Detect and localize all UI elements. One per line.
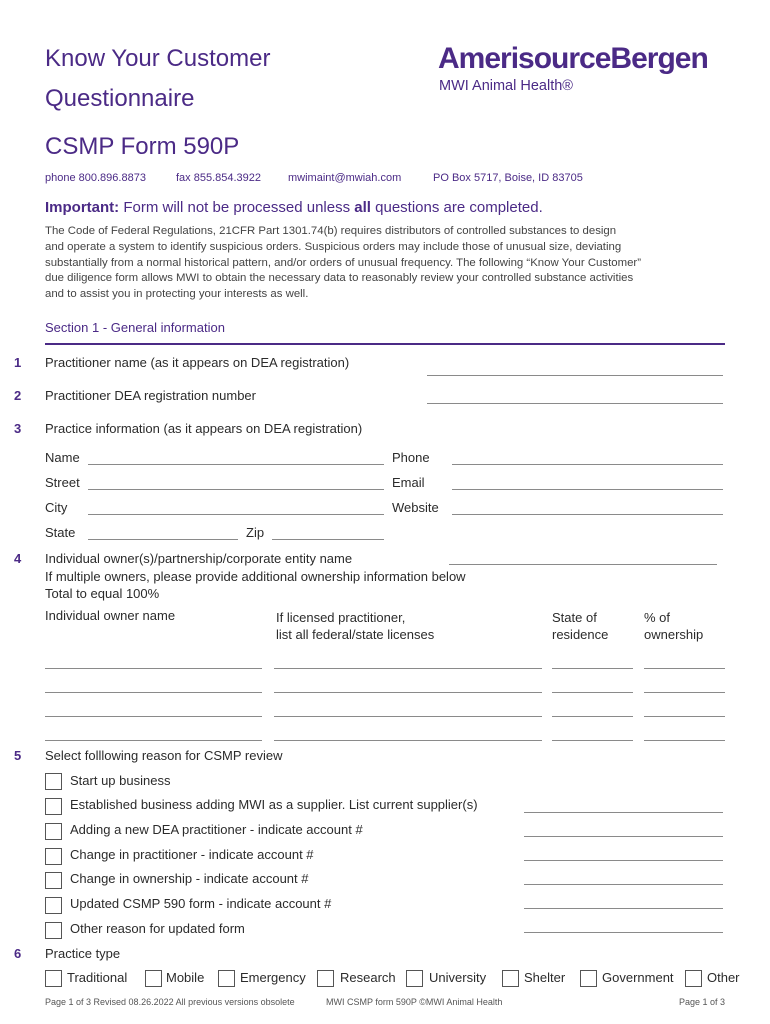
col-licenses-1: If licensed practitioner, [276,610,406,625]
owner-name-field[interactable] [45,668,262,669]
important-text-b: questions are completed. [370,199,543,216]
question-1-number: 1 [14,355,22,370]
owner-percent-field[interactable] [644,692,725,693]
mobile-checkbox[interactable] [145,970,162,987]
owner-state-field[interactable] [552,692,633,693]
updated-form-checkbox[interactable] [45,897,62,914]
established-checkbox[interactable] [45,798,62,815]
established-option-label: Established business adding MWI as a supplier. List current supplier(s) [70,797,478,812]
owner-licenses-field[interactable] [274,740,542,741]
intro-line: and operate a system to identify suspicious orders. Suspicious orders may include those of unusual size, deviating [45,240,622,253]
company-logo: AmerisourceBergen [438,42,708,75]
owner-entity-field[interactable] [449,564,717,565]
intro-line: substantially from a normal historical pattern, and/or orders of unusual frequency. The following “Know Your Customer” [45,256,641,269]
col-state-2: residence [552,627,609,642]
dea-number-field[interactable] [427,403,723,404]
form-name: CSMP Form 590P [45,133,240,160]
emergency-checkbox[interactable] [218,970,235,987]
intro-line: The Code of Federal Regulations, 21CFR Part 1301.74(b) requires distributors of controlled substances to design [45,225,617,237]
owner-state-field[interactable] [552,716,633,717]
question-2-number: 2 [14,388,22,403]
owner-name-field[interactable] [45,692,262,693]
title-line-1: Know Your Customer [45,45,271,72]
email-field[interactable] [452,489,723,490]
university-label: University [429,970,487,985]
owner-note-1: If multiple owners, please provide additional ownership information below [45,569,466,584]
change-practitioner-option-label: Change in practitioner - indicate account # [70,847,314,862]
owner-percent-field[interactable] [644,740,725,741]
university-checkbox[interactable] [406,970,423,987]
zip-label: Zip [246,525,265,540]
owner-note-2: Total to equal 100% [45,586,160,601]
traditional-label: Traditional [67,970,128,985]
shelter-label: Shelter [524,970,566,985]
traditional-checkbox[interactable] [45,970,62,987]
contact-email[interactable]: mwimaint@mwiah.com [288,172,402,184]
city-field[interactable] [88,514,384,515]
question-3-number: 3 [14,421,22,436]
question-6-number: 6 [14,946,22,961]
current-suppliers-field[interactable] [524,812,723,813]
research-checkbox[interactable] [317,970,334,987]
question-4-number: 4 [14,551,22,566]
startup-option-label: Start up business [70,773,171,788]
new-dea-option-label: Adding a new DEA practitioner - indicate account # [70,822,363,837]
change-practitioner-account-field[interactable] [524,860,723,861]
owner-percent-field[interactable] [644,668,725,669]
owner-licenses-field[interactable] [274,668,542,669]
owner-state-field[interactable] [552,668,633,669]
title-line-2: Questionnaire [45,85,195,112]
section-divider [45,343,725,345]
owner-name-field[interactable] [45,740,262,741]
other-type-checkbox[interactable] [685,970,702,987]
owner-entity-label: Individual owner(s)/partnership/corporate entity name [45,551,353,566]
change-ownership-checkbox[interactable] [45,872,62,889]
research-label: Research [340,970,396,985]
owner-name-field[interactable] [45,716,262,717]
mobile-label: Mobile [166,970,205,985]
owner-licenses-field[interactable] [274,716,542,717]
important-prefix: Important: [45,199,120,216]
review-reason-label: Select folllowing reason for CSMP review [45,748,283,763]
name-field[interactable] [88,464,384,465]
col-state-1: State of [552,610,597,625]
intro-paragraph [45,224,735,303]
change-ownership-option-label: Change in ownership - indicate account # [70,871,309,886]
important-text-a: Form will not be processed unless [119,199,355,216]
other-reason-field[interactable] [524,932,723,933]
new-dea-checkbox[interactable] [45,823,62,840]
street-field[interactable] [88,489,384,490]
city-label: City [45,500,68,515]
footer-page-number: Page 1 of 3 [679,997,726,1007]
col-ownership-2: ownership [644,627,704,642]
name-label: Name [45,450,80,465]
section-1-heading: Section 1 - General information [45,320,225,335]
other-reason-option-label: Other reason for updated form [70,921,245,936]
owner-licenses-field[interactable] [274,692,542,693]
government-label: Government [602,970,674,985]
question-5-number: 5 [14,748,22,763]
col-licenses-2: list all federal/state licenses [276,627,435,642]
owner-percent-field[interactable] [644,716,725,717]
important-emphasis: all [354,199,371,216]
col-ownership-1: % of [644,610,671,625]
intro-line: due diligence form allows MWI to obtain the necessary data to reasonably review your controlled substance activities [45,272,634,285]
other-type-label: Other [707,970,740,985]
contact-address: PO Box 5717, Boise, ID 83705 [433,172,583,184]
street-label: Street [45,475,80,490]
emergency-label: Emergency [240,970,306,985]
phone-label: Phone [392,450,430,465]
contact-phone: phone 800.896.8873 [45,172,146,184]
owner-state-field[interactable] [552,740,633,741]
website-field[interactable] [452,514,723,515]
practitioner-name-field[interactable] [427,375,723,376]
practice-info-label: Practice information (as it appears on DEA registration) [45,421,363,436]
startup-checkbox[interactable] [45,773,62,790]
government-checkbox[interactable] [580,970,597,987]
updated-form-account-field[interactable] [524,908,723,909]
state-field[interactable] [88,539,238,540]
practitioner-name-label: Practitioner name (as it appears on DEA registration) [45,355,350,370]
email-label: Email [392,475,425,490]
other-reason-checkbox[interactable] [45,922,62,939]
updated-form-option-label: Updated CSMP 590 form - indicate account # [70,896,332,911]
change-ownership-account-field[interactable] [524,884,723,885]
website-label: Website [392,500,439,515]
new-dea-account-field[interactable] [524,836,723,837]
zip-field[interactable] [272,539,384,540]
col-owner-name: Individual owner name [45,608,176,623]
important-notice [45,199,543,216]
phone-field[interactable] [452,464,723,465]
practice-type-label: Practice type [45,946,121,961]
intro-line: and to assist you in protecting your interests as well. [45,288,309,301]
dea-number-label: Practitioner DEA registration number [45,388,256,403]
footer-copyright: MWI CSMP form 590P ©MWI Animal Health [326,997,503,1007]
shelter-checkbox[interactable] [502,970,519,987]
company-logo-sub: MWI Animal Health® [439,78,573,94]
footer-revision: Page 1 of 3 Revised 08.26.2022 All previous versions obsolete [45,997,295,1007]
change-practitioner-checkbox[interactable] [45,848,62,865]
contact-fax: fax 855.854.3922 [176,172,262,184]
state-label: State [45,525,76,540]
